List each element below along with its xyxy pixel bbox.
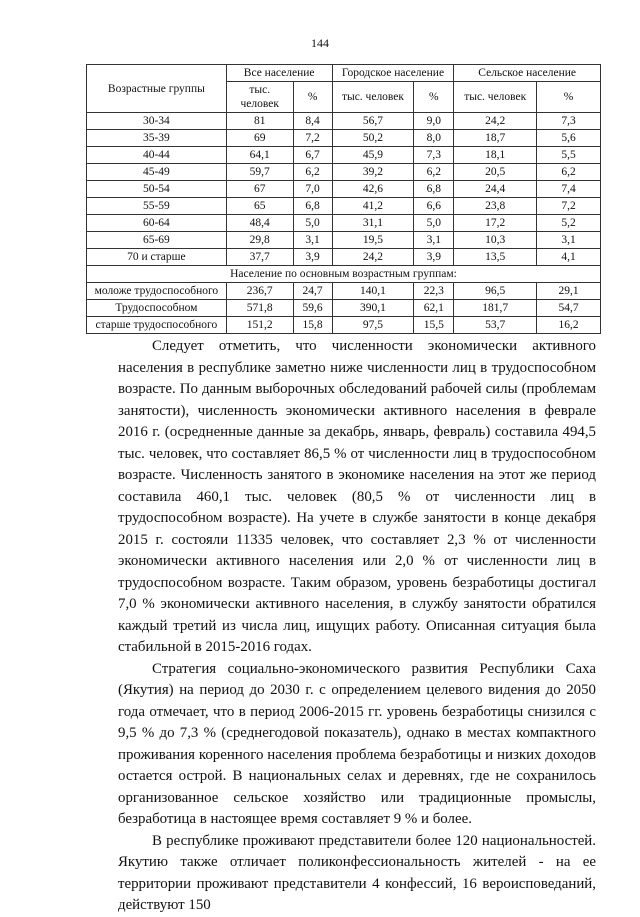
cell-percent: 22,3 (414, 283, 454, 300)
cell-percent: 62,1 (414, 300, 454, 317)
cell-thousand: 24,4 (454, 181, 537, 198)
cell-percent: 4,1 (537, 249, 601, 266)
age-group-row (87, 232, 601, 249)
cell-thousand: 151,2 (226, 317, 293, 334)
cell-thousand: 59,7 (226, 164, 293, 181)
cell-percent: 7,4 (537, 181, 601, 198)
cell-percent: 16,2 (537, 317, 601, 334)
cell-thousand: 69 (226, 130, 293, 147)
age-group-row (87, 113, 601, 130)
cell-thousand: 10,3 (454, 232, 537, 249)
cell-thousand: 18,7 (454, 130, 537, 147)
cell-thousand: 29,8 (226, 232, 293, 249)
main-group-row (87, 283, 601, 300)
cell-thousand: 45,9 (332, 147, 414, 164)
cell-percent: 59,6 (293, 300, 332, 317)
cell-percent: 54,7 (537, 300, 601, 317)
cell-thousand: 236,7 (226, 283, 293, 300)
row-label: Трудоспособном (87, 300, 227, 317)
cell-thousand: 17,2 (454, 215, 537, 232)
cell-thousand: 81 (226, 113, 293, 130)
header-age-groups: Возрастные группы (87, 65, 227, 113)
row-label: 55-59 (87, 198, 227, 215)
age-group-row (87, 198, 601, 215)
cell-thousand: 18,1 (454, 147, 537, 164)
cell-percent: 7,2 (293, 130, 332, 147)
section-label: Население по основным возрастным группам: (87, 266, 601, 283)
cell-thousand: 181,7 (454, 300, 537, 317)
cell-percent: 8,4 (293, 113, 332, 130)
cell-percent: 6,6 (414, 198, 454, 215)
cell-thousand: 50,2 (332, 130, 414, 147)
cell-thousand: 39,2 (332, 164, 414, 181)
paragraph: Стратегия социально-экономического развития Республики Саха (Якутия) на период до 2030 г. с определением целевого видения до 2050 года отмечает, что в период 2006-2015 гг. уровень безработицы снизился с 9,5 % до 7,3 % (среднегодовой показатель), однако в местах компактного проживания коренного населения проблема безработицы и низких доходов остается острой. В национальных селах и деревнях, где не сохранилось организованное сельское хозяйство или традиционные промыслы, безработица в настоящее время составляет 9 % и более. (118, 660, 596, 827)
cell-percent: 6,8 (414, 181, 454, 198)
cell-percent: 3,1 (537, 232, 601, 249)
cell-percent: 5,0 (414, 215, 454, 232)
body-text (118, 336, 596, 917)
cell-percent: 3,9 (293, 249, 332, 266)
cell-thousand: 20,5 (454, 164, 537, 181)
cell-thousand: 96,5 (454, 283, 537, 300)
cell-percent: 3,1 (293, 232, 332, 249)
paragraph: В республике проживают представители более 120 национальностей. Якутию также отличает поликонфессиональность жителей - на ее территории проживают представители 4 конфессий, 16 вероисповеданий, действуют 150 (118, 832, 596, 913)
age-group-row (87, 181, 601, 198)
header-unit-thousand: тыс. человек (454, 82, 537, 113)
header-unit-percent: % (414, 82, 454, 113)
cell-percent: 24,7 (293, 283, 332, 300)
header-unit-percent: % (293, 82, 332, 113)
cell-thousand: 24,2 (454, 113, 537, 130)
cell-percent: 6,2 (293, 164, 332, 181)
row-label: 65-69 (87, 232, 227, 249)
cell-percent: 5,6 (537, 130, 601, 147)
cell-percent: 3,1 (414, 232, 454, 249)
cell-percent: 7,3 (537, 113, 601, 130)
cell-percent: 5,0 (293, 215, 332, 232)
cell-percent: 15,5 (414, 317, 454, 334)
cell-percent: 6,2 (414, 164, 454, 181)
cell-percent: 6,7 (293, 147, 332, 164)
header-unit-thousand: тыс. человек (332, 82, 414, 113)
row-label: старше трудоспособного (87, 317, 227, 334)
cell-thousand: 65 (226, 198, 293, 215)
row-label: 35-39 (87, 130, 227, 147)
age-group-row (87, 249, 601, 266)
cell-percent: 9,0 (414, 113, 454, 130)
cell-percent: 6,8 (293, 198, 332, 215)
header-unit-percent: % (537, 82, 601, 113)
row-label: 45-49 (87, 164, 227, 181)
cell-thousand: 140,1 (332, 283, 414, 300)
header-unit-thousand: тыс. человек (226, 82, 293, 113)
age-group-row (87, 164, 601, 181)
cell-thousand: 571,8 (226, 300, 293, 317)
header-all-population: Все население (226, 65, 332, 82)
cell-percent: 15,8 (293, 317, 332, 334)
row-label: 40-44 (87, 147, 227, 164)
row-label: 60-64 (87, 215, 227, 232)
row-label: 70 и старше (87, 249, 227, 266)
row-label: 30-34 (87, 113, 227, 130)
cell-percent: 8,0 (414, 130, 454, 147)
cell-thousand: 64,1 (226, 147, 293, 164)
cell-thousand: 13,5 (454, 249, 537, 266)
cell-thousand: 53,7 (454, 317, 537, 334)
header-urban-population: Городское население (332, 65, 454, 82)
main-group-row (87, 317, 601, 334)
cell-percent: 29,1 (537, 283, 601, 300)
cell-thousand: 24,2 (332, 249, 414, 266)
row-label: 50-54 (87, 181, 227, 198)
header-rural-population: Сельское население (454, 65, 601, 82)
cell-percent: 7,2 (537, 198, 601, 215)
cell-percent: 6,2 (537, 164, 601, 181)
main-group-row (87, 300, 601, 317)
cell-thousand: 67 (226, 181, 293, 198)
age-group-row (87, 130, 601, 147)
age-population-table (86, 64, 601, 334)
cell-thousand: 23,8 (454, 198, 537, 215)
paragraph: Следует отметить, что численности экономически активного населения в республике заметно ниже численности лиц в трудоспособном возрасте. По данным выборочных обследований рабочей силы (проблемам занятости), численность экономически активного населения в феврале 2016 г. (осредненные данные за декабрь, январь, февраль) составила 494,5 тыс. человек, что составляет 86,5 % от численности лиц в трудоспособном возрасте. Численность занятого в экономике населения на этот же период составила 460,1 тыс. человек (80,5 % от численности лиц в трудоспособном возрасте). На учете в службе занятости в конце декабря 2015 г. состояли 11335 человек, что составляет 2,3 % от численности экономически активного населения или 2,0 % от численности лиц в трудоспособном возрасте. Таким образом, уровень безработицы достигал 7,0 % экономически активного населения, в службу занятости обратился каждый третий из числа лиц, ищущих работу. Описанная ситуация была стабильной в 2015-2016 годах. (118, 338, 596, 655)
cell-thousand: 37,7 (226, 249, 293, 266)
cell-thousand: 42,6 (332, 181, 414, 198)
page-number: 144 (311, 36, 329, 50)
cell-thousand: 41,2 (332, 198, 414, 215)
cell-thousand: 19,5 (332, 232, 414, 249)
age-group-row (87, 147, 601, 164)
cell-percent: 5,5 (537, 147, 601, 164)
cell-thousand: 31,1 (332, 215, 414, 232)
cell-thousand: 97,5 (332, 317, 414, 334)
cell-percent: 7,0 (293, 181, 332, 198)
cell-thousand: 56,7 (332, 113, 414, 130)
age-group-row (87, 215, 601, 232)
cell-thousand: 48,4 (226, 215, 293, 232)
cell-thousand: 390,1 (332, 300, 414, 317)
cell-percent: 3,9 (414, 249, 454, 266)
row-label: моложе трудоспособного (87, 283, 227, 300)
cell-percent: 7,3 (414, 147, 454, 164)
cell-percent: 5,2 (537, 215, 601, 232)
